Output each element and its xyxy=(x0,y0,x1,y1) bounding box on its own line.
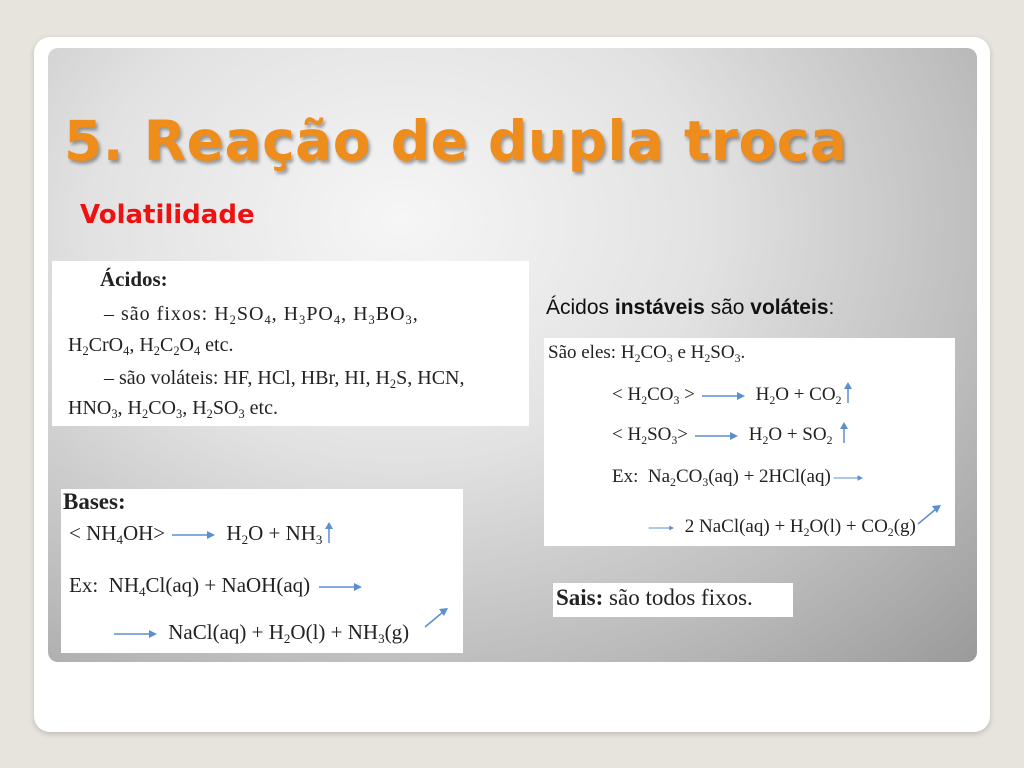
unstable-example-reactants: Ex: $Na_2CO_3(aq) + 2HCl(aq)$ xyxy=(612,466,869,488)
arrow-right-icon xyxy=(694,430,738,442)
arrow-right-icon xyxy=(833,472,863,484)
acids-box xyxy=(52,261,529,426)
bases-heading: Bases: xyxy=(63,489,126,514)
salts-text: Sais: são todos fixos. xyxy=(556,585,753,610)
acids-fixed-line: – são fixos: $H_2SO_4$, $H_3PO_4$, $H_3BO_3$, xyxy=(104,303,419,327)
arrow-up-icon xyxy=(324,522,334,544)
unstable-example-products: 2 NaCl(aq) + $H_2O(l) + CO_2(g)$ xyxy=(648,516,916,538)
salts-box xyxy=(553,583,793,617)
arrow-right-icon xyxy=(113,628,157,640)
slide-title: 5. Reação de dupla troca xyxy=(64,109,848,173)
bases-box xyxy=(61,489,463,653)
acids-heading: Ácidos: xyxy=(100,267,168,291)
gas-release-arrow-icon xyxy=(423,607,449,629)
acids-volatile-line-2: $HNO_3$, $H_2CO_3$, $H_2SO_3$ etc. xyxy=(68,397,278,421)
arrow-up-icon xyxy=(839,422,849,444)
slide-subtitle: Volatilidade xyxy=(80,200,255,230)
bases-example-reactants: Ex: $NH_4Cl(aq)$ + NaOH(aq) xyxy=(69,573,368,598)
gas-release-arrow-icon xyxy=(916,504,942,526)
bases-example-products: NaCl(aq) + $H_2O(l) + NH_3(g)$ xyxy=(113,620,409,645)
acids-fixed-line-2: $H_2CrO_4$, $H_2C_2O_4$ etc. xyxy=(68,334,234,358)
arrow-right-icon xyxy=(701,390,745,402)
arrow-right-icon xyxy=(648,522,674,534)
unstable-acids-box xyxy=(544,338,955,546)
acids-volatile-line: – são voláteis: HF, HCl, HBr, HI, $H_2S$, HCN, xyxy=(104,367,465,391)
arrow-up-icon xyxy=(843,382,853,404)
sulfurous-decomposition: < $H_2SO_3> H_2O + SO_2$ xyxy=(612,422,849,446)
carbonic-decomposition: < $H_2CO_3 > H_2O + CO_2$ xyxy=(612,382,853,406)
arrow-right-icon xyxy=(318,581,362,593)
arrow-right-icon xyxy=(171,529,215,541)
unstable-intro: São eles: $H_2CO_3$ e $H_2SO_3$. xyxy=(548,342,746,365)
ammonium-hydroxide-decomposition: < $NH_4OH> H_2O + NH_3$ xyxy=(69,521,334,546)
unstable-acids-heading: Ácidos instáveis são voláteis: xyxy=(546,296,835,319)
